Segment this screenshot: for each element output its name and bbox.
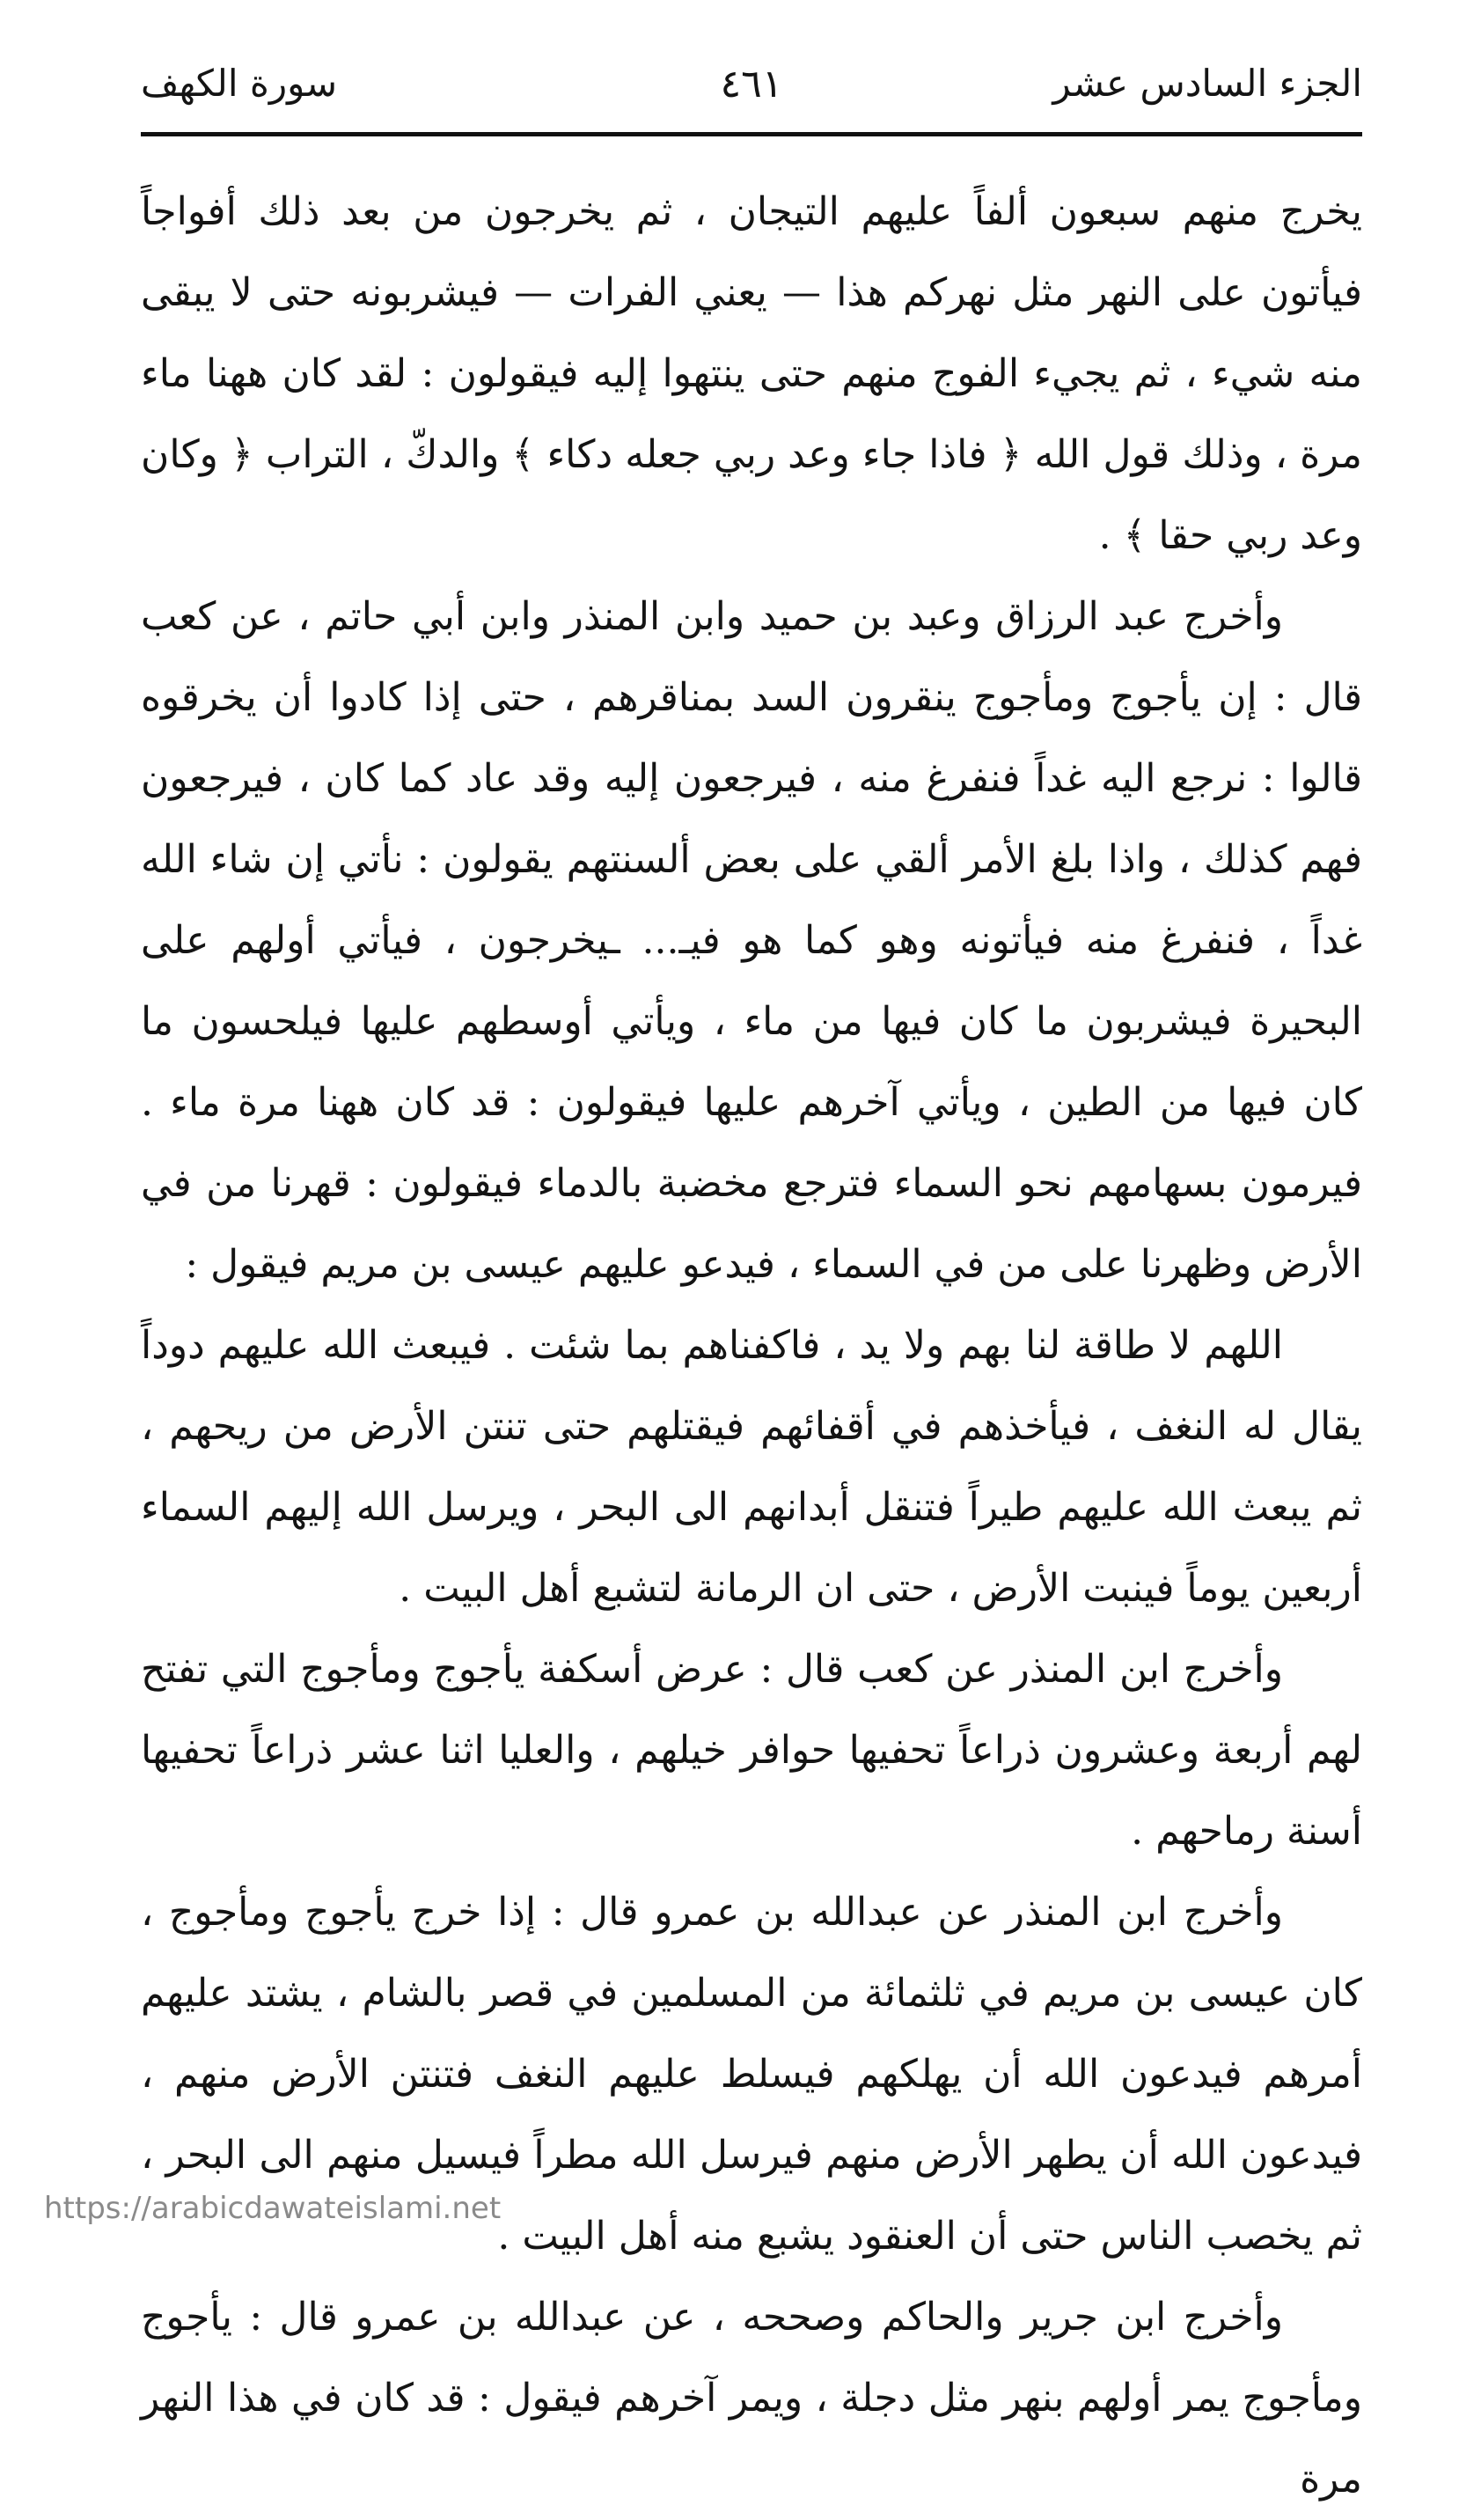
paragraph-2: وأخرج عبد الرزاق وعبد بن حميد وابن المنذر وابن أبي حاتم ، عن كعب قال : إن يأجوج ومأجوج ينقرون السد بمناقرهم ، حتى إذا كادوا أن يخرقوه قالوا : نرجع اليه غداً فنفرغ منه ، فيرجعون إليه وقد عاد كما كان ، فيرجعون فهم كذلك ، واذا بلغ الأمر ألقي على بعض ألسنتهم يقولون : نأتي إن شاء الله غداً ، فنفرغ منه فيأتونه وهو كما هو فيـ... ـيخرجون ، فيأتي أولهم على البحيرة فيشربون ما كان فيها من ماء ، ويأتي أوسطهم عليها فيلحسون ما كان فيها من الطين ، ويأتي آخرهم عليها فيقولون : قد كان ههنا مرة ماء . فيرمون بسهامهم نحو السماء فترجع مخضبة بالدماء فيقولون : قهرنا من في الأرض وظهرنا على من في السماء ، فيدعو عليهم عيسى بن مريم فيقول : bbox=[141, 594, 1362, 1287]
page-header bbox=[141, 53, 1362, 123]
paragraph-6: وأخرج ابن جرير والحاكم وصححه ، عن عبدالله بن عمرو قال : يأجوج ومأجوج يمر أولهم بنهر مثل دجلة ، ويمر آخرهم فيقول : قد كان في هذا النهر مرة bbox=[141, 2295, 1362, 2502]
page-body bbox=[141, 172, 1362, 2520]
paragraph-1: يخرج منهم سبعون ألفاً عليهم التيجان ، ثم يخرجون من بعد ذلك أفواجاً فيأتون على النهر مثل نهركم هذا — يعني الفرات — فيشربونه حتى لا يبقى منه شيء ، ثم يجيء الفوج منهم حتى ينتهوا إليه فيقولون : لقد كان ههنا ماء مرة ، وذلك قول الله ﴿ فاذا جاء وعد ربي جعله دكاء ﴾ والدكّ ، التراب ﴿ وكان وعد ربي حقا ﴾ . bbox=[141, 189, 1362, 558]
paragraph-4: وأخرج ابن المنذر عن كعب قال : عرض أسكفة يأجوج ومأجوج التي تفتح لهم أربعة وعشرون ذراعاً تحفيها حوافر خيلهم ، والعليا اثنا عشر ذراعاً تحفيها أسنة رماحهم . bbox=[141, 1647, 1362, 1854]
surah-title: سورة الكهف bbox=[141, 62, 338, 105]
paragraph-5: وأخرج ابن المنذر عن عبدالله بن عمرو قال : إذا خرج يأجوج ومأجوج ، كان عيسى بن مريم في ثلثمائة من المسلمين في قصر بالشام ، يشتد عليهم أمرهم فيدعون الله أن يهلكهم فيسلط عليهم النغف فتنتن الأرض منهم ، فيدعون الله أن يطهر الأرض منهم فيرسل الله مطراً فيسيل منهم الى البحر ، ثم يخصب الناس حتى أن العنقود يشبع منه أهل البيت . bbox=[141, 1890, 1362, 2259]
part-label: الجزء السادس عشر bbox=[1052, 62, 1362, 105]
source-url[interactable]: https://arabicdawateislami.net bbox=[44, 2191, 502, 2226]
header-rule bbox=[141, 132, 1362, 136]
paragraph-3: اللهم لا طاقة لنا بهم ولا يد ، فاكفناهم بما شئت . فيبعث الله عليهم دوداً يقال له النغف ، فيأخذهم في أقفائهم فيقتلهم حتى تنتن الأرض من ريحهم ، ثم يبعث الله عليهم طيراً فتنقل أبدانهم الى البحر ، ويرسل الله إليهم السماء أربعين يوماً فينبت الأرض ، حتى ان الرمانة لتشبع أهل البيت . bbox=[141, 1323, 1362, 1611]
page-number: ٤٦١ bbox=[720, 62, 783, 107]
